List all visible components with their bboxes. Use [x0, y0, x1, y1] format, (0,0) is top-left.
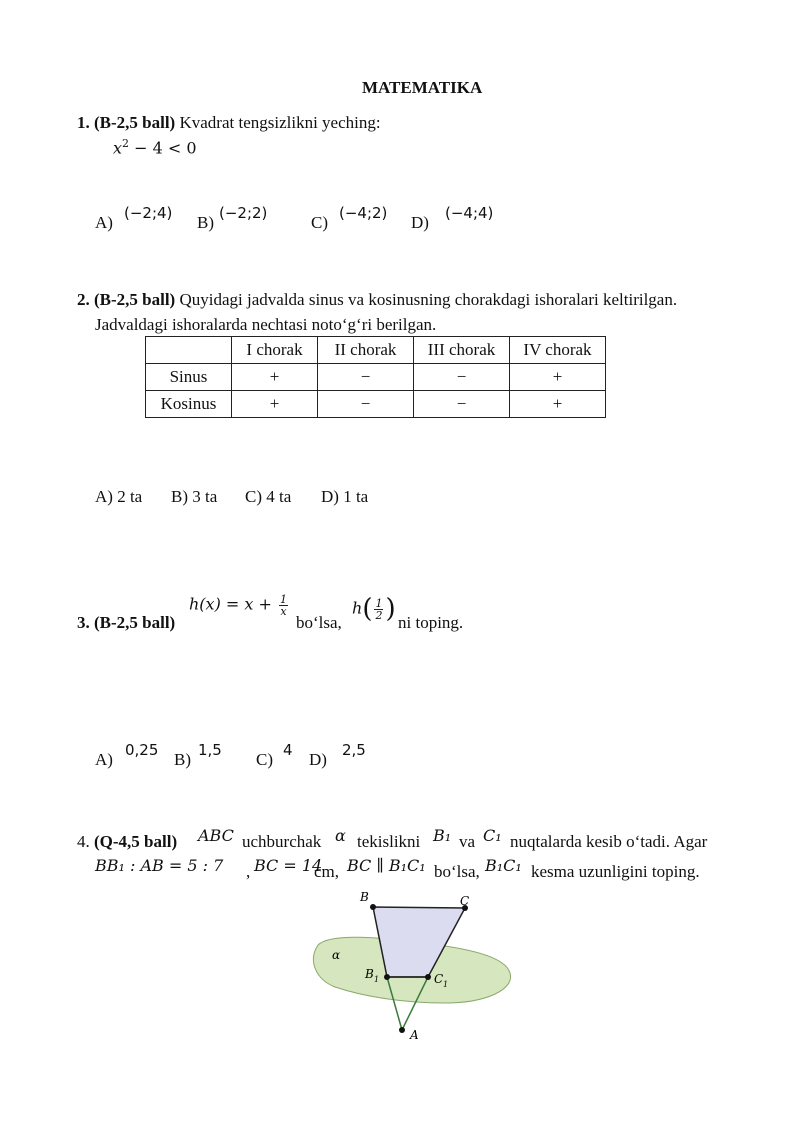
option-letter: A): [95, 487, 113, 506]
table-cell: −: [318, 391, 414, 418]
expr-base: x: [113, 138, 123, 158]
inequality-expression: [113, 137, 197, 157]
q2-option-c: [245, 487, 291, 507]
paren-open: (: [362, 594, 373, 624]
q1-option-b-letter: B): [197, 213, 214, 232]
q1-option-c-value: (−4;2): [339, 204, 388, 222]
text-tekislikni: tekislikni: [357, 832, 421, 851]
text-bolsa: bo‘lsa,: [296, 613, 342, 632]
label-b1-sub: 1: [374, 975, 380, 984]
option-value: 4 ta: [266, 487, 292, 506]
question-1-header: [77, 113, 381, 133]
table-row: [146, 391, 606, 418]
plane-alpha: α: [335, 826, 346, 845]
triangle-abc: ABC: [198, 826, 234, 845]
point-b1-dot: [384, 974, 390, 980]
q1-option-c-letter: C): [311, 213, 328, 232]
text-kesma: kesma uzunligini toping.: [531, 862, 700, 881]
point-c1-dot: [425, 974, 431, 980]
option-letter: C): [245, 487, 262, 506]
text-va: va: [459, 832, 476, 851]
function-lhs: h(x) = x +: [189, 594, 277, 614]
q3-option-c-value: 4: [283, 741, 293, 759]
signs-table: [145, 336, 606, 418]
point-b-dot: [370, 904, 376, 910]
expr-exponent: 2: [122, 137, 130, 150]
ratio-expression: BB₁ : AB = 5 : 7: [95, 856, 224, 875]
question-number: 4.: [77, 832, 90, 851]
q3-option-a-letter: A): [95, 750, 113, 769]
question-number: 1.: [77, 113, 90, 132]
label-a: A: [410, 1028, 419, 1042]
row-label: Sinus: [146, 364, 232, 391]
fraction: [279, 594, 288, 617]
label-b1: B: [365, 967, 374, 981]
table-cell: +: [232, 391, 318, 418]
question-number: 3.: [77, 613, 90, 632]
geometry-figure: [310, 885, 520, 1045]
table-cell: +: [510, 391, 606, 418]
q2-option-a: [95, 487, 142, 507]
option-value: 1 ta: [343, 487, 369, 506]
label-c1: C: [434, 972, 444, 986]
q3-option-b-value: 1,5: [198, 741, 222, 759]
q2-option-b: [171, 487, 217, 507]
label-alpha: α: [332, 948, 341, 962]
question-3-header: [77, 613, 175, 633]
q3-option-b-letter: B): [174, 750, 191, 769]
parallel-relation: BC ∥ B₁C₁: [347, 856, 426, 875]
q3-option-d-value: 2,5: [342, 741, 366, 759]
question-prompt-line1: Quyidagi jadvalda sinus va kosinusning chorakdagi ishoralari keltirilgan.: [179, 290, 678, 309]
fraction-denominator: x: [280, 605, 287, 618]
label-c1-sub: 1: [443, 980, 449, 989]
q3-option-a-value: 0,25: [125, 741, 159, 759]
table-cell: −: [414, 364, 510, 391]
q1-option-d-letter: D): [411, 213, 429, 232]
option-letter: D): [321, 487, 339, 506]
paren-close: ): [385, 594, 396, 624]
point-a-dot: [399, 1027, 405, 1033]
table-header-cell: II chorak: [318, 337, 414, 364]
table-header-cell: [146, 337, 232, 364]
text-bolsa-2: bo‘lsa,: [434, 862, 480, 881]
function-argument: [352, 594, 396, 624]
table-cell: +: [232, 364, 318, 391]
text-nuqtalarda: nuqtalarda kesib o‘tadi. Agar: [510, 832, 708, 851]
table-header-row: [146, 337, 606, 364]
function-definition: [189, 594, 290, 617]
argument-fraction: [374, 598, 383, 621]
text-uchburchak: uchburchak: [242, 832, 322, 851]
label-b: B: [360, 890, 369, 904]
question-points: (Q-4,5 ball): [94, 832, 178, 851]
question-points: (B-2,5 ball): [94, 613, 176, 632]
question-number: 2.: [77, 290, 90, 309]
q3-option-c-letter: C): [256, 750, 273, 769]
function-name: h: [352, 598, 363, 618]
separator: ,: [246, 862, 251, 881]
q1-option-a-letter: A): [95, 213, 113, 232]
table-row: [146, 364, 606, 391]
q2-option-d: [321, 487, 368, 507]
point-c1: C₁: [483, 826, 502, 845]
text-ni-toping: ni toping.: [398, 613, 464, 632]
option-value: 2 ta: [117, 487, 143, 506]
fraction-numerator: 1: [280, 593, 287, 606]
question-prompt: Kvadrat tengsizlikni yeching:: [179, 113, 381, 132]
q1-option-b-value: (−2;2): [219, 204, 268, 222]
table-header-cell: IV chorak: [510, 337, 606, 364]
table-header-cell: III chorak: [414, 337, 510, 364]
q1-option-a-value: (−2;4): [124, 204, 173, 222]
arg-denominator: 2: [375, 608, 383, 622]
question-prompt-line2: Jadvaldagi ishoralarda nechtasi noto‘g‘ri berilgan.: [95, 315, 437, 334]
row-label: Kosinus: [146, 391, 232, 418]
table-cell: +: [510, 364, 606, 391]
table-cell: −: [414, 391, 510, 418]
table-cell: −: [318, 364, 414, 391]
question-points: (B-2,5 ball): [94, 290, 176, 309]
table-header-cell: I chorak: [232, 337, 318, 364]
q3-option-d-letter: D): [309, 750, 327, 769]
expr-rest: − 4 < 0: [129, 138, 197, 158]
q1-option-d-value: (−4;4): [445, 204, 494, 222]
bc-length: BC = 14: [254, 856, 323, 875]
arg-numerator: 1: [375, 596, 383, 610]
point-b1: B₁: [433, 826, 452, 845]
question-2-header: [77, 290, 677, 310]
question-points: (B-2,5 ball): [94, 113, 176, 132]
question-4-header: [77, 832, 177, 852]
segment-b1c1: B₁C₁: [485, 856, 522, 875]
option-letter: B): [171, 487, 188, 506]
label-c: C: [460, 894, 470, 908]
unit-cm: cm,: [314, 862, 340, 881]
option-value: 3 ta: [192, 487, 218, 506]
page-title: MATEMATIKA: [362, 78, 483, 97]
